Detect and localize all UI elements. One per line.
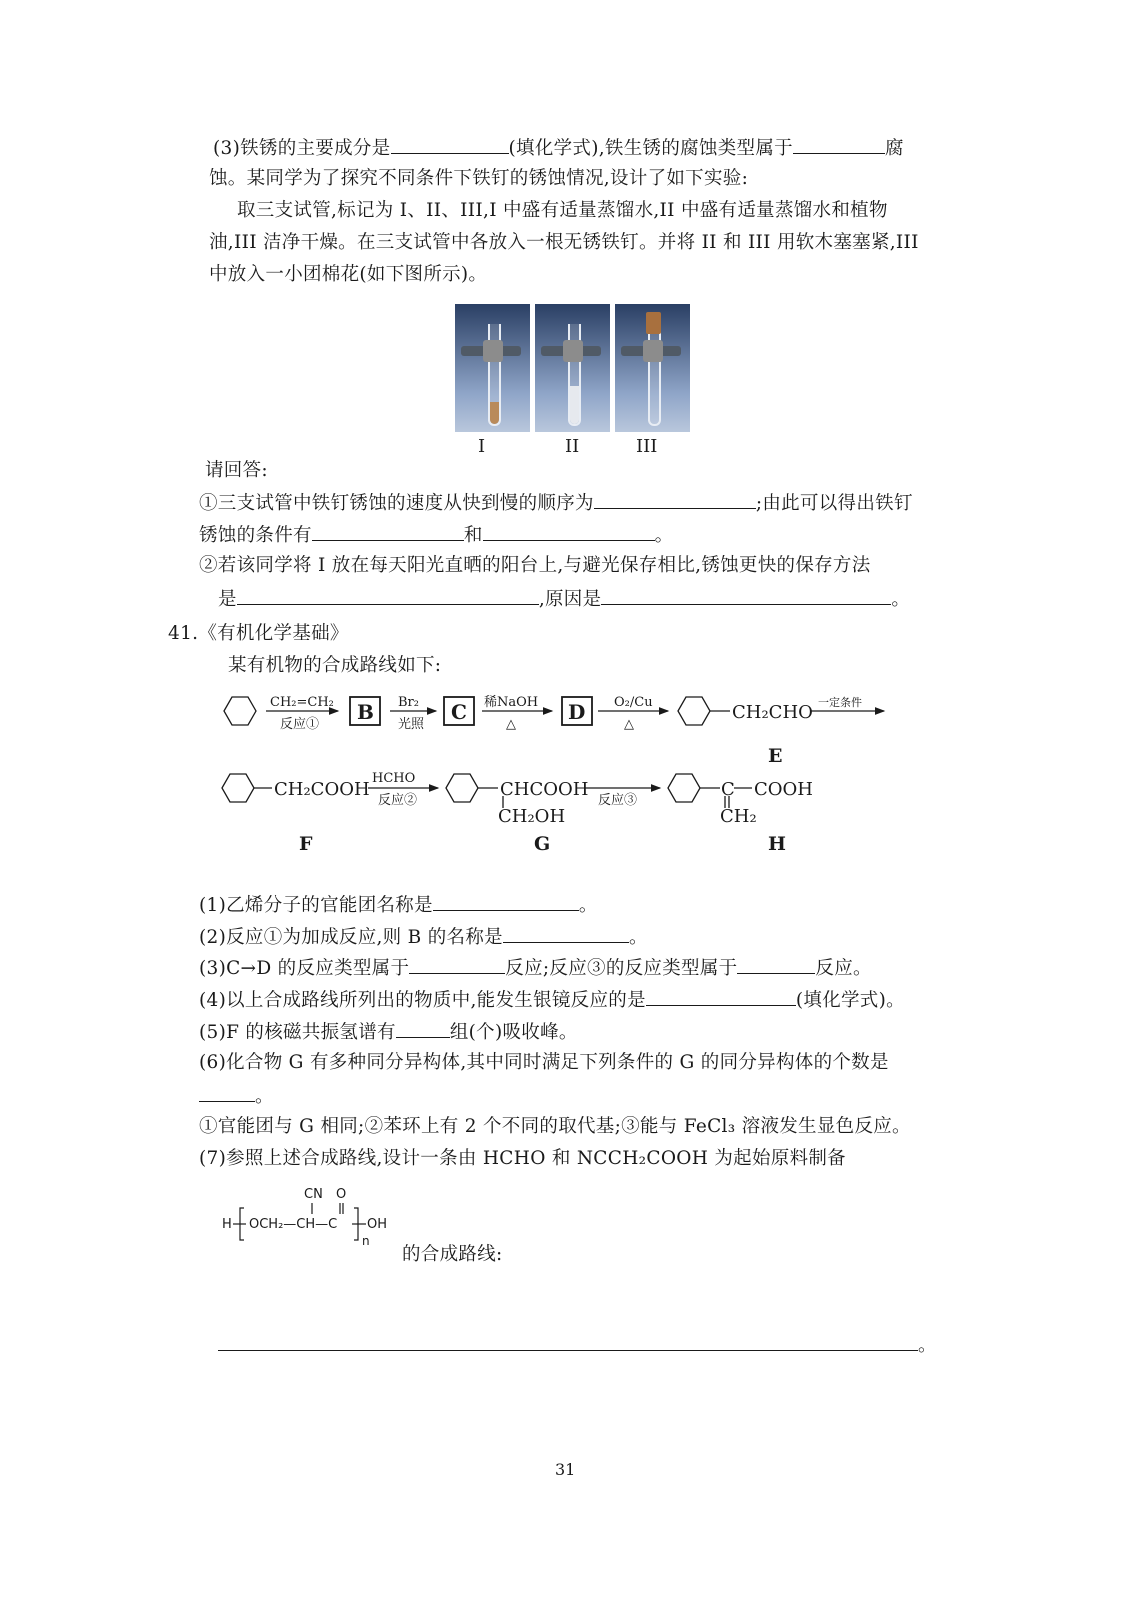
benzene-ring-icon (222, 774, 254, 802)
q3-sub1-line1: ①三支试管中铁钉锈蚀的速度从快到慢的顺序为 ;由此可以得出铁钉 (199, 490, 913, 516)
q3-sub2-line2: 是 ,原因是 。 (218, 586, 910, 612)
answer-blank[interactable] (409, 955, 505, 974)
q41-sub2: (2)反应①为加成反应,则 B 的名称是 。 (199, 924, 648, 950)
answer-blank[interactable] (503, 924, 629, 943)
answer-prompt: 请回答: (205, 460, 268, 481)
reagent-label: 一定条件 (818, 696, 862, 709)
reagent-label: 反应③ (598, 793, 638, 808)
q41-sub7-answer: 。 (218, 1332, 937, 1358)
reagent-label: 光照 (398, 717, 425, 732)
compound-d: D (568, 700, 586, 724)
answer-line[interactable] (218, 1332, 918, 1351)
tube-label-3: III (636, 436, 658, 457)
svg-text:n: n (362, 1234, 370, 1248)
answer-blank[interactable] (396, 1019, 450, 1038)
benzene-ring-icon (668, 774, 700, 802)
q3-sub2-line1: ②若该同学将 I 放在每天阳光直晒的阳台上,与避光保存相比,锈蚀更快的保存方法 (199, 555, 871, 576)
compound-g-formula: CHCOOH (500, 779, 589, 800)
reagent-label: △ (624, 717, 634, 732)
svg-text:OH: OH (367, 1217, 388, 1232)
label-f: F (299, 833, 313, 855)
reagent-label: CH₂=CH₂ (270, 695, 334, 710)
q41-sub1: (1)乙烯分子的官能团名称是 。 (199, 892, 598, 918)
benzene-ring-icon (446, 774, 478, 802)
q41-sub4: (4)以上合成路线所列出的物质中,能发生银镜反应的是 (填化学式)。 (199, 987, 905, 1013)
compound-g-formula: CH₂OH (498, 806, 566, 827)
reagent-label: 稀NaOH (484, 695, 539, 710)
compound-b: B (357, 700, 374, 724)
compound-f-formula: CH₂COOH (274, 779, 370, 800)
q3-line5: 中放入一小团棉花(如下图所示)。 (209, 264, 488, 285)
q41-intro: 某有机物的合成路线如下: (228, 655, 442, 676)
label-h: H (768, 833, 786, 855)
q41-sub5: (5)F 的核磁共振氢谱有 组(个)吸收峰。 (199, 1019, 578, 1045)
page-number: 31 (555, 1460, 576, 1479)
answer-blank[interactable] (646, 987, 796, 1006)
answer-blank[interactable] (737, 955, 815, 974)
reagent-label: △ (506, 717, 516, 732)
reagent-label: Br₂ (398, 695, 419, 710)
answer-blank[interactable] (433, 892, 579, 911)
reagent-label: 反应② (378, 793, 418, 808)
answer-blank[interactable] (199, 1083, 255, 1102)
q3-line3: 取三支试管,标记为 I、II、III,I 中盛有适量蒸馏水,II 中盛有适量蒸馏水和植物 (237, 200, 888, 221)
q3-line2: 蚀。某同学为了探究不同条件下铁钉的锈蚀情况,设计了如下实验: (209, 168, 749, 189)
reagent-label: O₂/Cu (614, 695, 653, 710)
q3-sub1-line2: 锈蚀的条件有 和 。 (199, 522, 673, 548)
compound-h-formula: C (721, 779, 735, 800)
reagent-label: 反应① (280, 717, 320, 732)
compound-c: C (451, 700, 467, 724)
q41-title: 41.《有机化学基础》 (168, 623, 349, 644)
q41-sub6-answer: 。 (199, 1083, 274, 1109)
q3-line4: 油,III 洁净干燥。在三支试管中各放入一根无锈铁钉。并将 II 和 III 用软木塞塞紧,III (209, 232, 919, 253)
compound-h-formula: COOH (754, 779, 813, 800)
label-e: E (768, 745, 783, 767)
q41-sub7-tail: 的合成路线: (402, 1244, 503, 1265)
compound-h-formula: CH₂ (720, 806, 757, 827)
polymer-structure (222, 1187, 387, 1248)
svg-text:OCH₂—CH—C: OCH₂—CH—C (249, 1217, 338, 1232)
svg-text:CN: CN (304, 1187, 323, 1202)
q41-sub6: (6)化合物 G 有多种同分异构体,其中同时满足下列条件的 G 的同分异构体的个数是 (199, 1052, 889, 1073)
q3-line1: (3)铁锈的主要成分是 (填化学式),铁生锈的腐蚀类型属于 腐 (213, 135, 904, 161)
benzene-ring-icon (678, 697, 710, 725)
q41-sub6-conditions: ①官能团与 G 相同;②苯环上有 2 个不同的取代基;③能与 FeCl₃ 溶液发生显色反应。 (199, 1116, 911, 1137)
benzene-ring-icon (224, 697, 256, 725)
compound-e-formula: CH₂CHO (732, 702, 813, 723)
q41-sub7: (7)参照上述合成路线,设计一条由 HCHO 和 NCCH₂COOH 为起始原料制备 (199, 1148, 846, 1169)
tube-label-1: I (478, 436, 486, 457)
label-g: G (534, 833, 551, 855)
tube-label-2: II (565, 436, 580, 457)
svg-text:O: O (336, 1187, 347, 1202)
q41-sub3: (3)C→D 的反应类型属于 反应;反应③的反应类型属于 反应。 (199, 955, 872, 981)
svg-text:H: H (222, 1217, 232, 1232)
reagent-label: HCHO (372, 771, 416, 786)
